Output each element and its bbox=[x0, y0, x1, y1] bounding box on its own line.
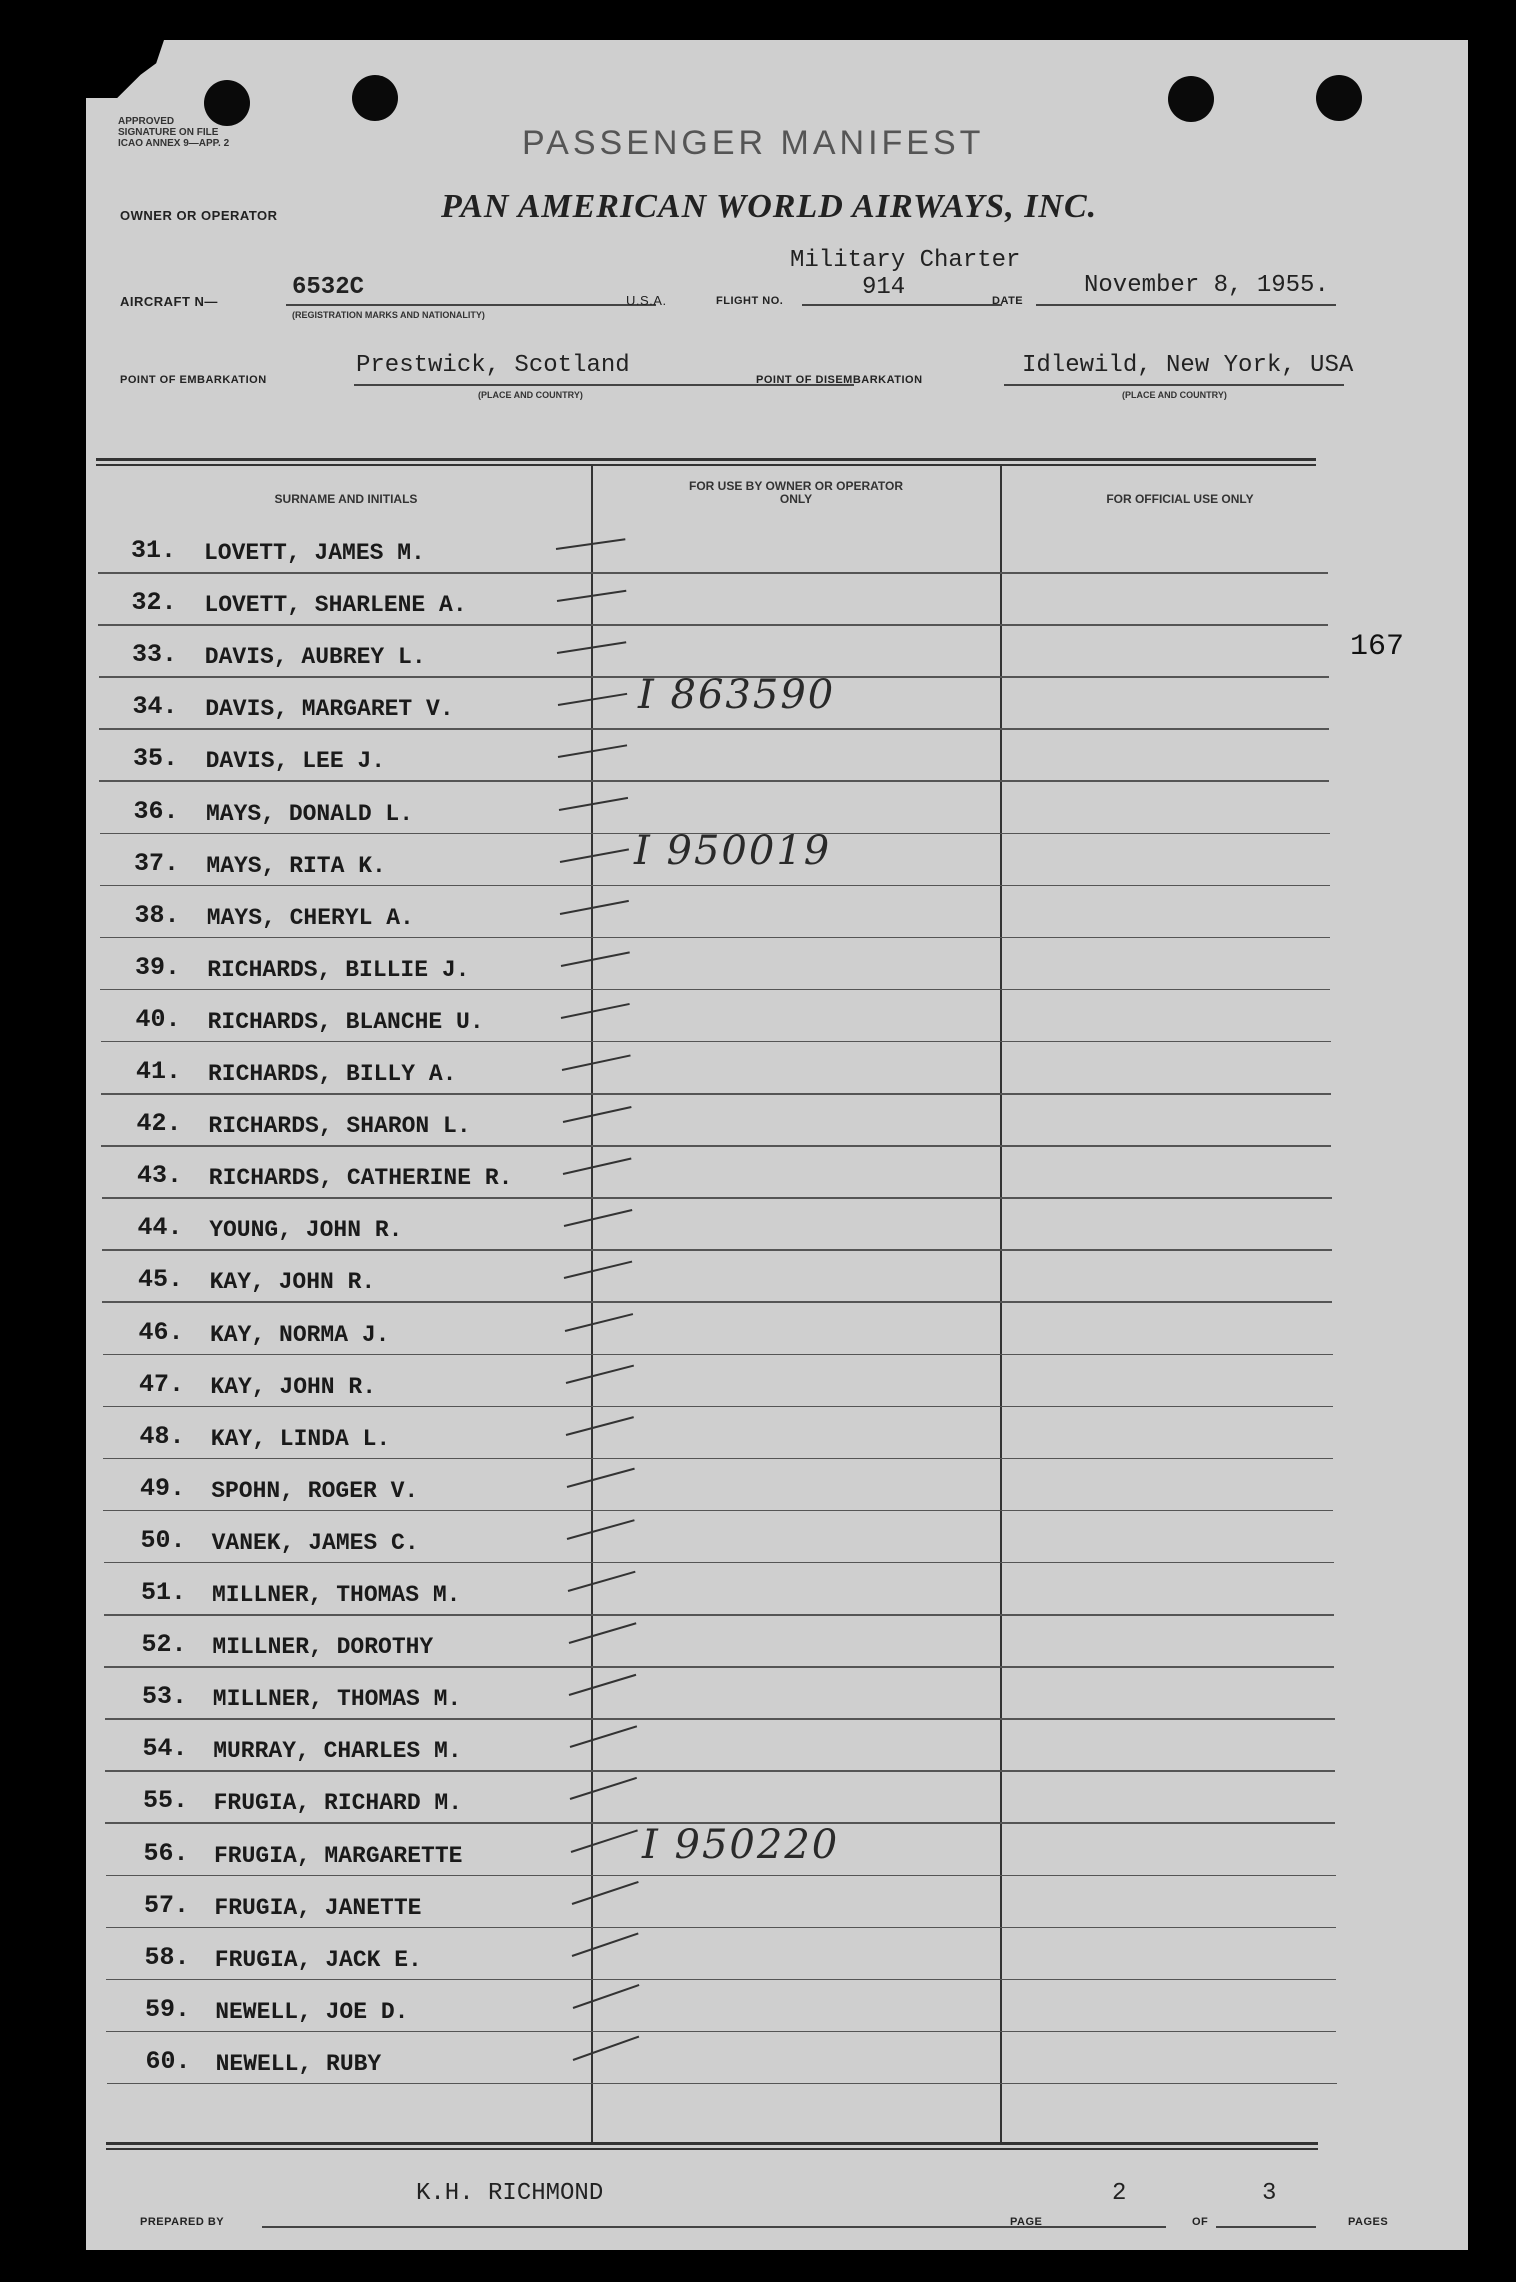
row-number: 55. bbox=[143, 1786, 189, 1816]
check-mark bbox=[573, 2035, 640, 2060]
passenger-name: MAYS, CHERYL A. bbox=[206, 904, 414, 931]
row-number: 34. bbox=[132, 692, 178, 722]
table-row bbox=[86, 1205, 1468, 1257]
row-rule bbox=[102, 1197, 1332, 1199]
check-mark bbox=[566, 1416, 634, 1436]
row-number: 59. bbox=[145, 1994, 191, 2024]
header-owner-use: FOR USE BY OWNER OR OPERATOR ONLY bbox=[688, 479, 904, 506]
table-row bbox=[86, 1674, 1468, 1726]
registration-caption: (REGISTRATION MARKS AND NATIONALITY) bbox=[292, 310, 485, 320]
passenger-name: KAY, LINDA L. bbox=[210, 1425, 391, 1452]
check-mark bbox=[571, 1881, 638, 1905]
table-row bbox=[86, 1153, 1468, 1205]
row-rule bbox=[98, 572, 1328, 574]
table-row bbox=[86, 1726, 1468, 1778]
flight-value: 914 bbox=[862, 274, 906, 301]
row-rule bbox=[101, 1093, 1331, 1095]
table-row bbox=[86, 1987, 1468, 2039]
flight-underline bbox=[802, 304, 1002, 306]
passenger-name: DAVIS, LEE J. bbox=[205, 748, 386, 775]
disembark-value: Idlewild, New York, USA bbox=[1022, 352, 1354, 379]
page-label: PAGE bbox=[1010, 2216, 1043, 2228]
table-row bbox=[86, 1101, 1468, 1153]
row-number: 60. bbox=[145, 2046, 191, 2076]
row-rule bbox=[99, 780, 1329, 782]
check-mark bbox=[564, 1209, 633, 1227]
row-number: 31. bbox=[131, 536, 177, 565]
row-rule bbox=[106, 1927, 1336, 1929]
row-number: 42. bbox=[136, 1109, 182, 1139]
row-rule bbox=[103, 1458, 1333, 1460]
row-number: 39. bbox=[135, 952, 181, 982]
table-top-rule bbox=[96, 464, 1316, 466]
row-number: 56. bbox=[143, 1838, 189, 1868]
table-row bbox=[86, 1414, 1468, 1466]
check-mark bbox=[562, 1106, 631, 1123]
approval-stamp bbox=[118, 116, 229, 149]
approval-line: APPROVED bbox=[118, 116, 175, 127]
check-mark bbox=[556, 538, 626, 550]
aircraft-label: AIRCRAFT N— bbox=[120, 294, 218, 309]
date-value: November 8, 1955. bbox=[1084, 272, 1329, 299]
row-number: 45. bbox=[138, 1265, 184, 1295]
punch-hole bbox=[352, 75, 398, 121]
company-name: PAN AMERICAN WORLD AIRWAYS, INC. bbox=[441, 188, 1098, 225]
row-rule bbox=[98, 624, 1328, 626]
pages-label: PAGES bbox=[1348, 2216, 1389, 2228]
row-number: 57. bbox=[144, 1890, 190, 1920]
row-number: 46. bbox=[138, 1317, 184, 1347]
row-rule bbox=[105, 1718, 1335, 1720]
check-mark bbox=[561, 1003, 630, 1019]
check-mark bbox=[568, 1571, 636, 1592]
row-rule bbox=[104, 1666, 1334, 1668]
manifest-title: PASSENGER MANIFEST bbox=[522, 124, 985, 162]
check-mark bbox=[563, 1158, 632, 1175]
check-mark bbox=[556, 590, 626, 602]
handwritten-number: I 950019 bbox=[634, 828, 832, 874]
passenger-name: NEWELL, JOE D. bbox=[215, 1998, 409, 2025]
row-number: 33. bbox=[132, 640, 178, 670]
table-row bbox=[86, 1257, 1468, 1309]
owner-label: OWNER OR OPERATOR bbox=[120, 208, 278, 223]
row-number: 52. bbox=[141, 1630, 187, 1660]
row-rule bbox=[99, 728, 1329, 730]
row-rule bbox=[100, 885, 1330, 887]
passenger-name: FRUGIA, RICHARD M. bbox=[213, 1790, 463, 1817]
passenger-name: MAYS, RITA K. bbox=[206, 852, 386, 879]
check-mark bbox=[567, 1467, 635, 1487]
handwritten-number: I 863590 bbox=[638, 672, 836, 718]
table-row bbox=[86, 1049, 1468, 1101]
punch-hole bbox=[1316, 75, 1362, 121]
check-mark bbox=[565, 1364, 633, 1383]
row-rule bbox=[106, 1979, 1336, 1981]
row-number: 41. bbox=[136, 1057, 182, 1086]
punch-hole bbox=[1168, 76, 1214, 122]
passenger-name: KAY, JOHN R. bbox=[209, 1269, 376, 1296]
passenger-name: FRUGIA, MARGARETTE bbox=[214, 1842, 463, 1869]
handwritten-number: I 950220 bbox=[642, 1822, 840, 1868]
row-number: 44. bbox=[137, 1213, 183, 1243]
table-row bbox=[86, 1622, 1468, 1674]
row-number: 51. bbox=[141, 1578, 187, 1607]
header-surname: SURNAME AND INITIALS bbox=[274, 492, 418, 506]
approval-line: ICAO ANNEX 9—APP. 2 bbox=[118, 138, 230, 149]
passenger-name: RICHARDS, BILLY A. bbox=[208, 1061, 457, 1087]
of-value: 3 bbox=[1262, 2180, 1277, 2207]
passenger-name: LOVETT, JAMES M. bbox=[204, 540, 425, 566]
aircraft-underline bbox=[286, 304, 656, 306]
check-mark bbox=[561, 951, 630, 967]
passenger-name: SPOHN, ROGER V. bbox=[211, 1477, 419, 1504]
passenger-name: RICHARDS, CATHERINE R. bbox=[208, 1165, 513, 1192]
row-rule bbox=[103, 1510, 1333, 1512]
check-mark bbox=[559, 848, 628, 863]
check-mark bbox=[568, 1622, 636, 1644]
passenger-name: MILLNER, THOMAS M. bbox=[212, 1582, 461, 1608]
table-row bbox=[86, 1935, 1468, 1987]
row-rule bbox=[104, 1562, 1334, 1564]
passenger-name: MILLNER, THOMAS M. bbox=[212, 1686, 462, 1713]
row-number: 32. bbox=[131, 588, 177, 618]
passenger-name: FRUGIA, JANETTE bbox=[214, 1894, 422, 1921]
passenger-name: MILLNER, DOROTHY bbox=[212, 1634, 434, 1661]
prepared-underline bbox=[262, 2226, 1102, 2228]
check-mark bbox=[564, 1261, 633, 1279]
passenger-name: KAY, JOHN R. bbox=[210, 1373, 377, 1400]
row-rule bbox=[100, 989, 1330, 991]
row-number: 54. bbox=[142, 1734, 188, 1764]
row-number: 43. bbox=[137, 1161, 183, 1191]
passenger-name: MURRAY, CHARLES M. bbox=[213, 1738, 462, 1765]
row-rule bbox=[106, 1875, 1336, 1877]
row-number: 38. bbox=[134, 900, 180, 930]
table-row bbox=[86, 528, 1468, 580]
table-top-rule bbox=[96, 458, 1316, 461]
row-number: 36. bbox=[133, 796, 179, 826]
aircraft-value: 6532C bbox=[292, 274, 365, 301]
embark-value: Prestwick, Scotland bbox=[356, 352, 630, 379]
place-caption: (PLACE AND COUNTRY) bbox=[478, 390, 583, 400]
side-number: 167 bbox=[1350, 630, 1405, 664]
table-bottom-rule bbox=[106, 2148, 1318, 2150]
date-label: DATE bbox=[992, 295, 1024, 307]
table-row bbox=[86, 945, 1468, 997]
prepared-by-value: K.H. RICHMOND bbox=[416, 2180, 604, 2207]
approval-line: SIGNATURE ON FILE bbox=[118, 127, 219, 138]
row-rule bbox=[100, 937, 1330, 939]
torn-corner bbox=[86, 40, 164, 98]
embark-label: POINT OF EMBARKATION bbox=[120, 374, 267, 386]
row-number: 58. bbox=[144, 1942, 190, 1972]
passenger-name: RICHARDS, BLANCHE U. bbox=[207, 1008, 484, 1035]
row-rule bbox=[101, 1145, 1331, 1147]
row-number: 53. bbox=[142, 1682, 188, 1712]
table-row bbox=[86, 2039, 1468, 2091]
row-number: 40. bbox=[135, 1004, 181, 1034]
table-row bbox=[86, 1310, 1468, 1362]
of-label: OF bbox=[1192, 2216, 1209, 2228]
date-underline bbox=[1036, 304, 1336, 306]
passenger-name: VANEK, JAMES C. bbox=[211, 1529, 419, 1556]
table-row bbox=[86, 736, 1468, 788]
row-rule bbox=[103, 1354, 1333, 1356]
check-mark bbox=[571, 1829, 638, 1853]
check-mark bbox=[559, 796, 628, 810]
check-mark bbox=[570, 1726, 637, 1749]
charter-note: Military Charter bbox=[790, 247, 1021, 274]
header-official-use: FOR OFFICIAL USE ONLY bbox=[1106, 492, 1254, 506]
check-mark bbox=[570, 1777, 637, 1800]
row-rule bbox=[104, 1614, 1334, 1616]
passenger-name: NEWELL, RUBY bbox=[215, 2050, 382, 2077]
disembark-underline bbox=[1004, 384, 1344, 386]
passenger-name: FRUGIA, JACK E. bbox=[214, 1946, 422, 1973]
passenger-name: KAY, NORMA J. bbox=[210, 1321, 390, 1348]
row-number: 47. bbox=[139, 1369, 185, 1399]
disembark-label: POINT OF DISEMBARKATION bbox=[756, 374, 923, 386]
row-number: 48. bbox=[139, 1421, 185, 1451]
page-value: 2 bbox=[1112, 2180, 1127, 2207]
row-rule bbox=[102, 1301, 1332, 1303]
row-rule bbox=[102, 1249, 1332, 1251]
usa-label: U.S.A. bbox=[626, 293, 667, 308]
check-mark bbox=[565, 1313, 633, 1332]
check-mark bbox=[569, 1674, 637, 1696]
check-mark bbox=[557, 641, 626, 654]
row-rule bbox=[106, 2031, 1336, 2033]
check-mark bbox=[558, 693, 627, 706]
table-row bbox=[86, 1518, 1468, 1570]
flight-label: FLIGHT NO. bbox=[716, 295, 784, 307]
row-number: 49. bbox=[140, 1473, 186, 1503]
table-row bbox=[86, 1883, 1468, 1935]
row-rule bbox=[107, 2083, 1337, 2085]
passenger-name: DAVIS, MARGARET V. bbox=[205, 696, 454, 723]
table-row bbox=[86, 997, 1468, 1049]
passenger-name: DAVIS, AUBREY L. bbox=[204, 644, 426, 671]
check-mark bbox=[567, 1519, 635, 1540]
row-rule bbox=[103, 1406, 1333, 1408]
table-row bbox=[86, 580, 1468, 632]
of-underline bbox=[1216, 2226, 1316, 2228]
passenger-name: LOVETT, SHARLENE A. bbox=[204, 592, 467, 619]
row-number: 37. bbox=[134, 848, 180, 878]
passenger-name: RICHARDS, BILLIE J. bbox=[207, 956, 470, 983]
prepared-by-label: PREPARED BY bbox=[140, 2216, 225, 2228]
check-mark bbox=[572, 1932, 639, 1956]
check-mark bbox=[562, 1054, 631, 1071]
passenger-name: RICHARDS, SHARON L. bbox=[208, 1113, 471, 1140]
table-row bbox=[86, 1362, 1468, 1414]
check-mark bbox=[560, 900, 629, 915]
table-row bbox=[86, 1570, 1468, 1622]
place-caption-2: (PLACE AND COUNTRY) bbox=[1122, 390, 1227, 400]
page-underline bbox=[1056, 2226, 1166, 2228]
check-mark bbox=[572, 1984, 639, 2009]
manifest-document bbox=[86, 40, 1468, 2250]
passenger-name: YOUNG, JOHN R. bbox=[209, 1217, 403, 1244]
table-row bbox=[86, 893, 1468, 945]
row-rule bbox=[101, 1041, 1331, 1043]
row-rule bbox=[105, 1770, 1335, 1772]
table-row bbox=[86, 1466, 1468, 1518]
check-mark bbox=[558, 745, 627, 759]
row-number: 35. bbox=[133, 744, 179, 774]
row-number: 50. bbox=[140, 1525, 186, 1555]
table-bottom-rule bbox=[106, 2142, 1318, 2145]
passenger-name: MAYS, DONALD L. bbox=[206, 800, 414, 827]
